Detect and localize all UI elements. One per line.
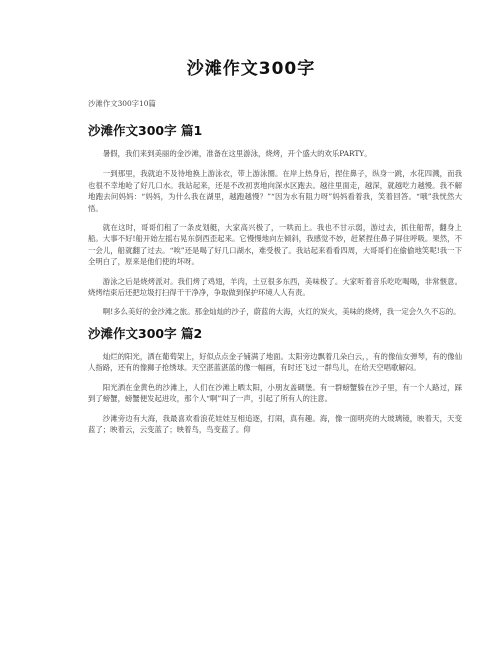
paragraph: 就在这时，哥哥们租了一条皮划艇，大家高兴极了，一哄而上。我也不甘示弱，游过去，抓住船帮，翻身上船。大事不好!船开始左摇右晃东倒西歪起来。它慢慢地向左倾斜，我感觉不妙，赶紧捏住鼻子屏住呼吸。果然，不一会儿，船就翻了过去。“唉”还是喝了好几口湖水，难受极了。我站起来看看四周，大哥哥们在偷偷地笑呢!我一下全明白了，原来是他们使的坏呀。 [88,223,462,267]
paragraph: 游泳之后是烧烤派对。我们烤了鸡翅，羊肉，土豆很多东西，美味极了。大家听着音乐吃吃喝喝，非常惬意。烧烤结束后还把垃圾打扫得干干净净，争取做到保护环境人人有责。 [88,276,462,298]
paragraph: 阳光洒在金黄色的沙滩上，人们在沙滩上晒太阳，小朋友盖碉堡。有一群螃蟹躲在沙子里，有一个人路过，踩到了螃蟹，螃蟹便发起进攻，那个人“啊”叫了一声，引起了所有人的注意。 [88,382,462,404]
paragraph: 啊!多么美好的金沙滩之旅。那金灿灿的沙子，蔚蓝的大海，火红的炭火，美味的烧烤，我一定会久久不忘的。 [102,307,461,317]
essay-section-1 [88,123,462,318]
paragraph: 沙滩旁边有大海，我最喜欢看浪花娃娃互相追逐，打闹，真有趣。海，像一面明亮的大玻璃镜，映着天，天变蓝了；映着云，云变蓝了；映着鸟，鸟变蓝了。仰 [88,413,462,434]
section-heading: 沙滩作文300字 篇2 [88,325,203,341]
paragraph: 灿烂的阳光，洒在葡萄架上，好似点点金子铺满了地面。太阳旁边飘着几朵白云，，有的像仙女弹琴，有的像仙人指路，还有的像狮子抢绣球。天空湛蓝湛蓝的像一幅画，有时还飞过一群鸟儿，在给天空唱歌解闷。 [88,351,462,373]
essay-section-2 [88,326,462,435]
paragraph: 暑假，我们来到美丽的金沙滩，准备在这里游泳，烧烤，开个盛大的欢乐PARTY。 [102,149,372,158]
document-subtitle: 沙滩作文300字10篇 [88,99,156,108]
section-heading: 沙滩作文300字 篇1 [88,123,203,138]
page-title: 沙滩作文300字 [186,59,316,79]
paragraph: 一到那里，我就迫不及待地换上游泳衣，带上游泳圈。在岸上热身后，捏住鼻子，纵身一跳，水花四溅，而我也很不幸地呛了好几口水。我站起来，还是不改初衷地向深水区跑去。越往里面走，越深，就越吃力越慢。我不解地跑去问妈妈：“妈妈，为什么我在湖里，越跑越慢？”“因为水有阻力呀”妈妈看着我，笑着回答。“哦”我恍然大悟。 [88,169,462,213]
